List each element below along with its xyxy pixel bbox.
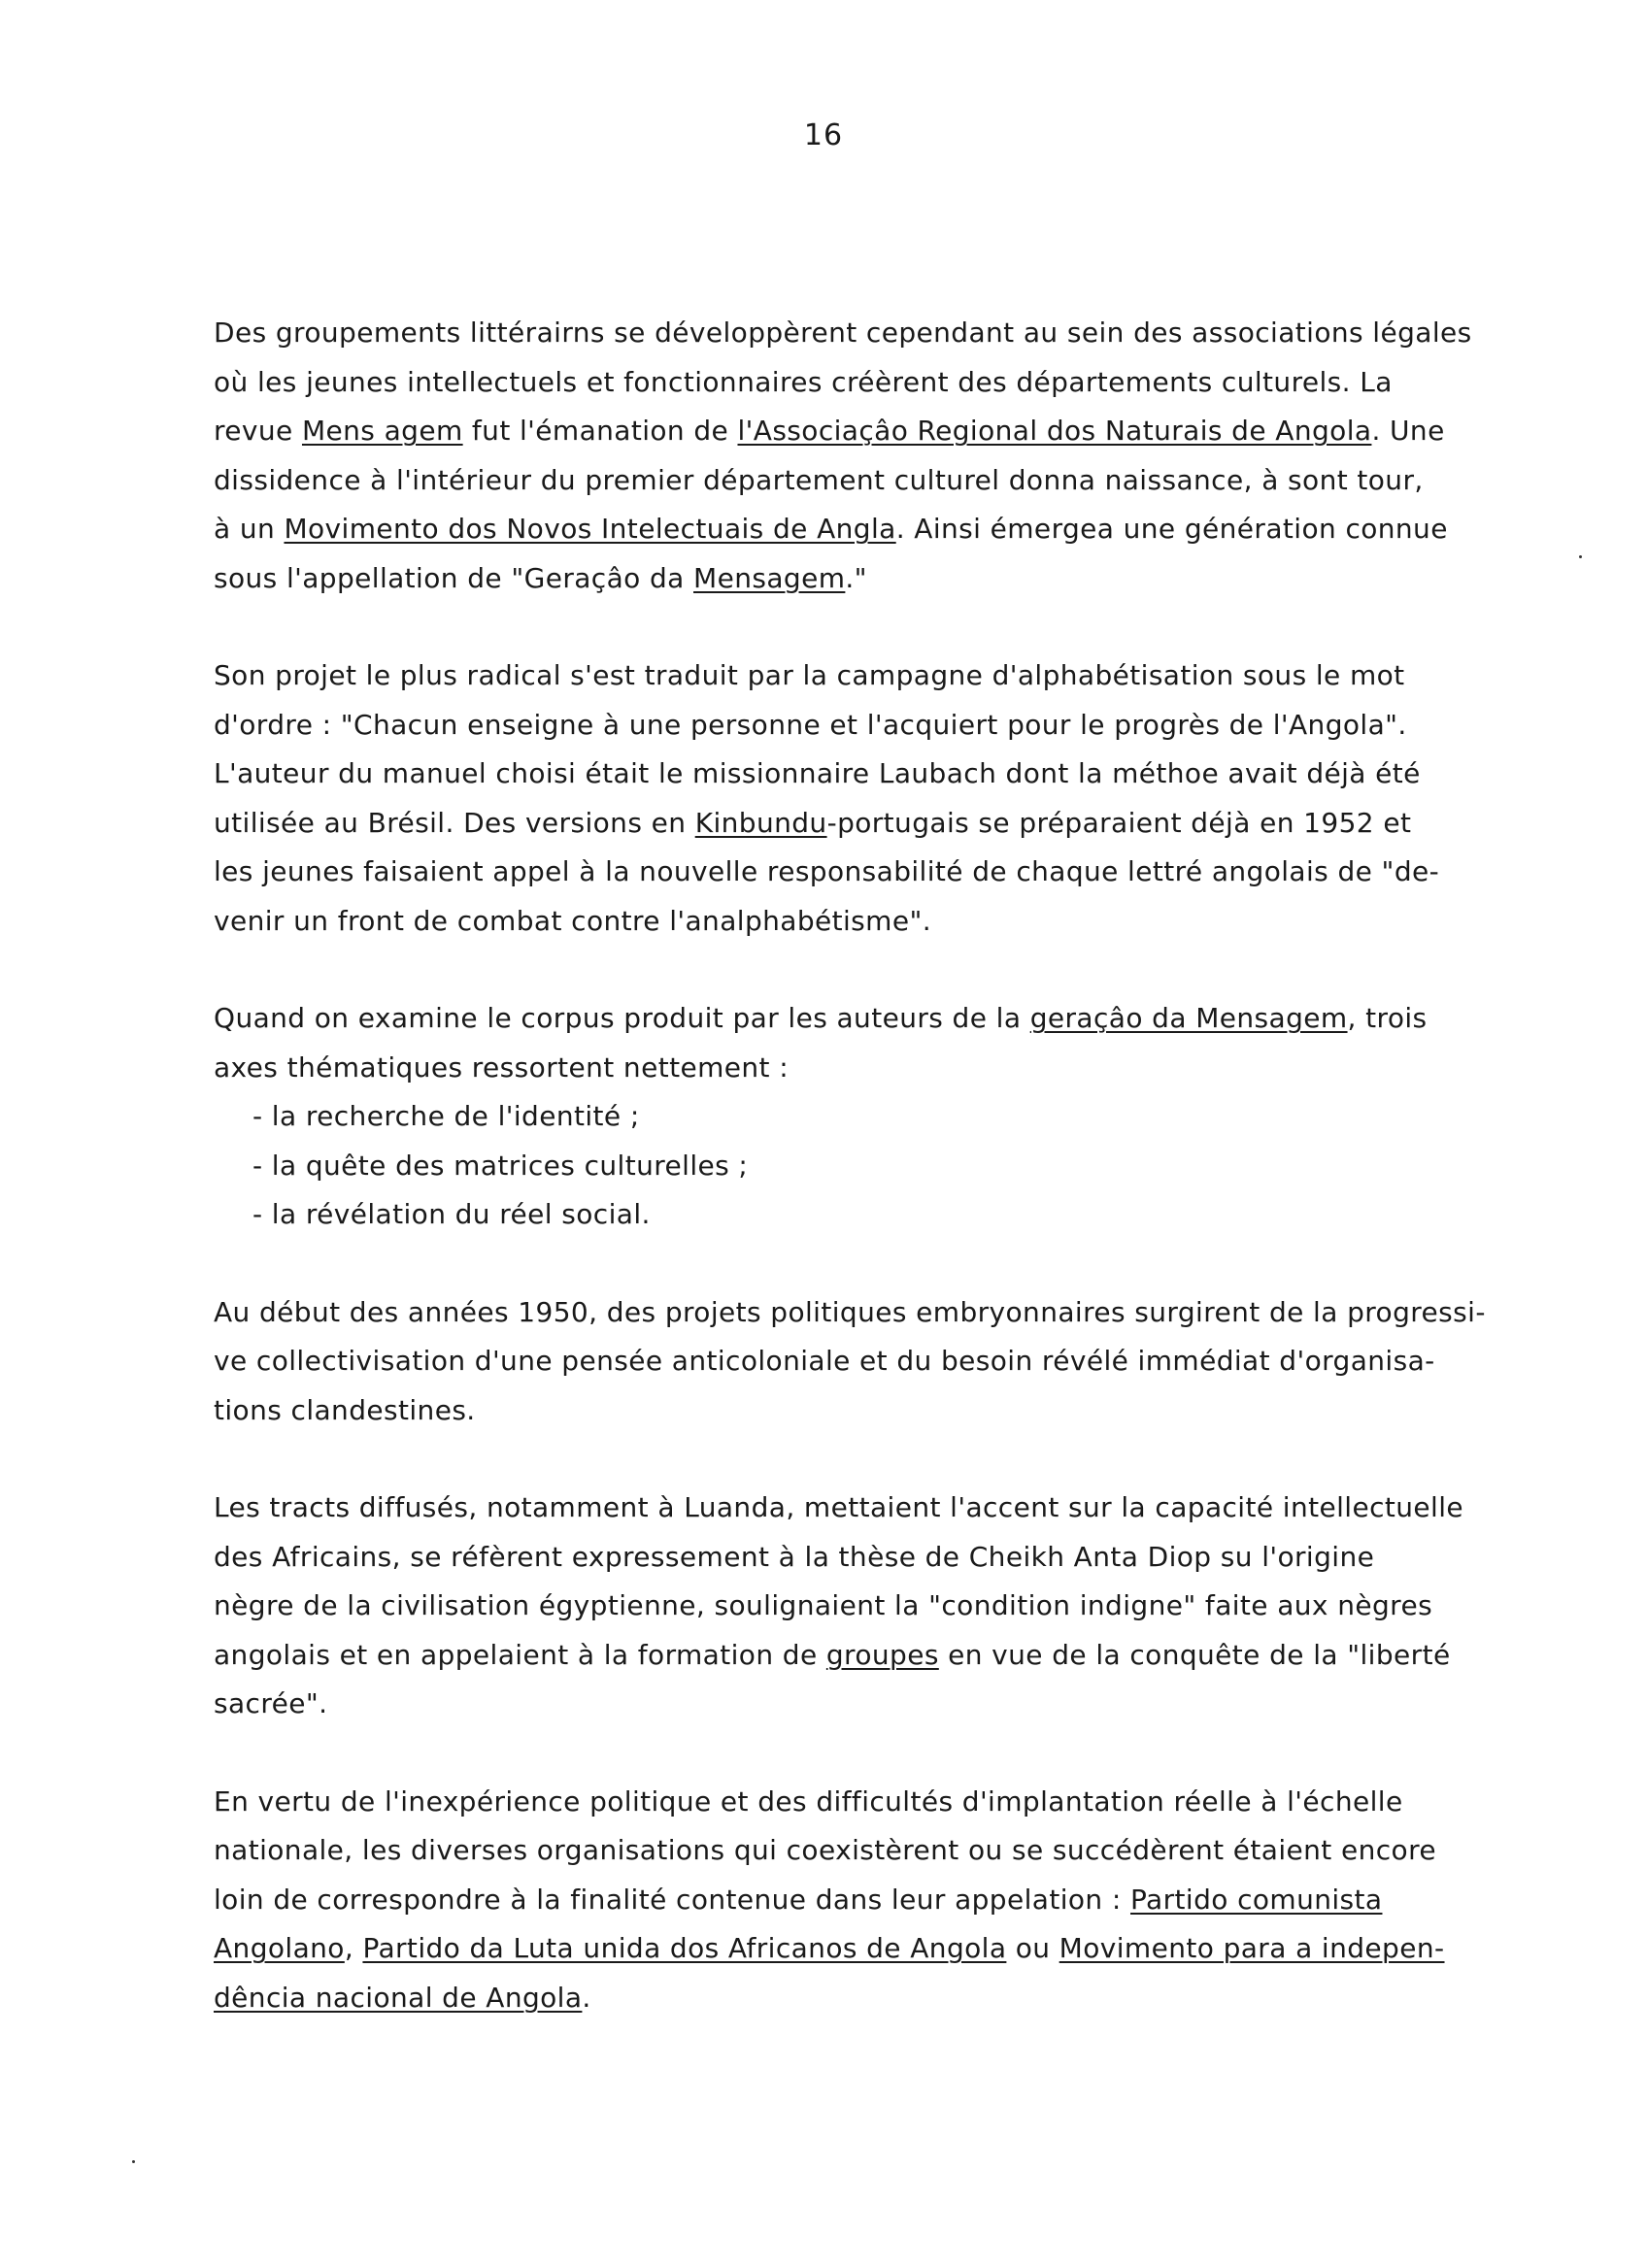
text-line	[214, 799, 1544, 849]
list-item: - la quête des matrices culturelles ;	[252, 1149, 749, 1182]
text-line	[214, 1582, 1544, 1631]
text-line	[214, 505, 1544, 554]
text-line	[214, 1876, 1544, 1925]
text-segment: à un	[214, 513, 285, 545]
text-line	[214, 750, 1544, 799]
underlined-term: Kinbundu	[694, 806, 827, 839]
text-segment: nègre de la civilisation égyptienne, soulignaient la "condition indigne" faite aux nègres	[214, 1589, 1433, 1621]
underlined-term: Angolano	[214, 1932, 345, 1964]
text-segment: Son projet le plus radical s'est traduit par la campagne d'alphabétisation sous le mot	[214, 659, 1405, 691]
paragraph	[214, 994, 1544, 1092]
text-segment: en vue de la conquête de la "liberté	[938, 1638, 1451, 1671]
underlined-term: Mensagem	[693, 561, 846, 594]
text-line	[214, 1631, 1544, 1681]
text-segment: . Ainsi émergea une génération connue	[895, 513, 1448, 545]
text-line	[214, 554, 1544, 604]
text-segment: Quand on examine le corpus produit par les auteurs de la	[214, 1002, 1030, 1034]
text-line	[214, 1533, 1544, 1583]
text-segment: , trois	[1347, 1002, 1428, 1034]
text-segment: Au début des années 1950, des projets politiques embryonnaires surgirent de la progressi-	[214, 1295, 1486, 1328]
text-segment: les jeunes faisaient appel à la nouvelle responsabilité de chaque lettré angolais de "de-	[214, 855, 1440, 887]
page-number: 16	[803, 118, 844, 152]
text-line	[214, 1974, 1544, 2023]
underlined-term: Movimento para a indepen-	[1059, 1932, 1445, 1964]
text-segment: ."	[845, 561, 867, 594]
paragraph	[214, 1288, 1544, 1436]
text-line	[214, 309, 1544, 358]
underlined-term: Movimento dos Novos Intelectuais de Angla	[284, 513, 896, 545]
text-segment: nationale, les diverses organisations qui coexistèrent ou se succédèrent étaient encore	[214, 1834, 1436, 1866]
list-item: - la recherche de l'identité ;	[252, 1100, 640, 1132]
text-segment: venir un front de combat contre l'analphabétisme".	[214, 904, 932, 937]
text-line	[214, 1484, 1544, 1533]
text-segment: utilisée au Brésil. Des versions en	[214, 806, 695, 839]
text-line	[214, 897, 1544, 947]
underlined-term: Partido da Luta unida dos Africanos de Angola	[362, 1932, 1007, 1964]
text-segment: fut l'émanation de	[462, 415, 738, 447]
text-segment: -portugais se préparaient déjà en 1952 et	[826, 806, 1412, 839]
text-segment: L'auteur du manuel choisi était le missionnaire Laubach dont la méthoe avait déjà été	[214, 757, 1421, 789]
text-segment: ou	[1006, 1932, 1059, 1964]
text-segment: loin de correspondre à la finalité contenue dans leur appelation :	[214, 1883, 1131, 1916]
text-segment: axes thématiques ressortent nettement :	[214, 1051, 790, 1084]
underlined-term: geraçâo da Mensagem	[1029, 1002, 1348, 1034]
text-segment: . Une	[1371, 415, 1445, 447]
text-line	[214, 1386, 1544, 1436]
paragraph	[214, 1778, 1544, 2023]
underlined-term: l'Associaçâo Regional dos Naturais de Angola	[737, 415, 1372, 447]
text-segment: Des groupements littérairns se développèrent cependant au sein des associations légales	[214, 317, 1472, 349]
body-text	[214, 309, 1544, 2071]
text-segment: où les jeunes intellectuels et fonctionnaires créèrent des départements culturels. La	[214, 365, 1393, 398]
paragraph	[214, 651, 1544, 946]
underlined-term: Partido comunista	[1130, 1883, 1383, 1916]
text-segment: angolais et en appelaient à la formation de	[214, 1638, 826, 1671]
text-line	[214, 1680, 1544, 1729]
text-line	[214, 701, 1544, 750]
text-line	[214, 1826, 1544, 1876]
paragraph	[214, 309, 1544, 603]
text-segment: des Africains, se réfèrent expressement à la thèse de Cheikh Anta Diop su l'origine	[214, 1540, 1375, 1573]
text-line	[214, 994, 1544, 1044]
scan-speck	[1579, 555, 1582, 558]
text-segment: sacrée".	[214, 1687, 328, 1719]
text-line	[214, 651, 1544, 701]
underlined-term: dência nacional de Angola	[214, 1981, 583, 2014]
underlined-term: groupes	[825, 1638, 939, 1671]
text-segment: ,	[344, 1932, 363, 1964]
text-line	[214, 358, 1544, 408]
underlined-term: Mens agem	[301, 415, 463, 447]
text-line	[214, 1924, 1544, 1974]
scan-speck	[132, 2160, 135, 2163]
text-segment: ve collectivisation d'une pensée anticoloniale et du besoin révélé immédiat d'organisa-	[214, 1345, 1435, 1377]
text-segment: revue	[214, 415, 302, 447]
text-segment: d'ordre : "Chacun enseigne à une personne et l'acquiert pour le progrès de l'Angola".	[214, 708, 1407, 741]
text-line	[214, 456, 1544, 506]
list-item: - la révélation du réel social.	[252, 1198, 651, 1230]
text-segment: .	[582, 1981, 591, 2014]
text-line	[214, 1337, 1544, 1386]
text-line	[214, 1044, 1544, 1093]
text-segment: dissidence à l'intérieur du premier département culturel donna naissance, à sont tour,	[214, 463, 1424, 496]
text-line	[214, 848, 1544, 897]
text-segment: sous l'appellation de "Geraçâo da	[214, 561, 694, 594]
thematic-axes-list	[214, 1092, 1544, 1240]
text-line	[214, 1778, 1544, 1827]
text-line	[214, 407, 1544, 456]
text-segment: tions clandestines.	[214, 1393, 476, 1426]
paragraph	[214, 1484, 1544, 1729]
text-segment: Les tracts diffusés, notamment à Luanda, mettaient l'accent sur la capacité intellectuelle	[214, 1491, 1464, 1523]
text-line	[214, 1288, 1544, 1338]
text-segment: En vertu de l'inexpérience politique et des difficultés d'implantation réelle à l'échelle	[214, 1784, 1403, 1818]
